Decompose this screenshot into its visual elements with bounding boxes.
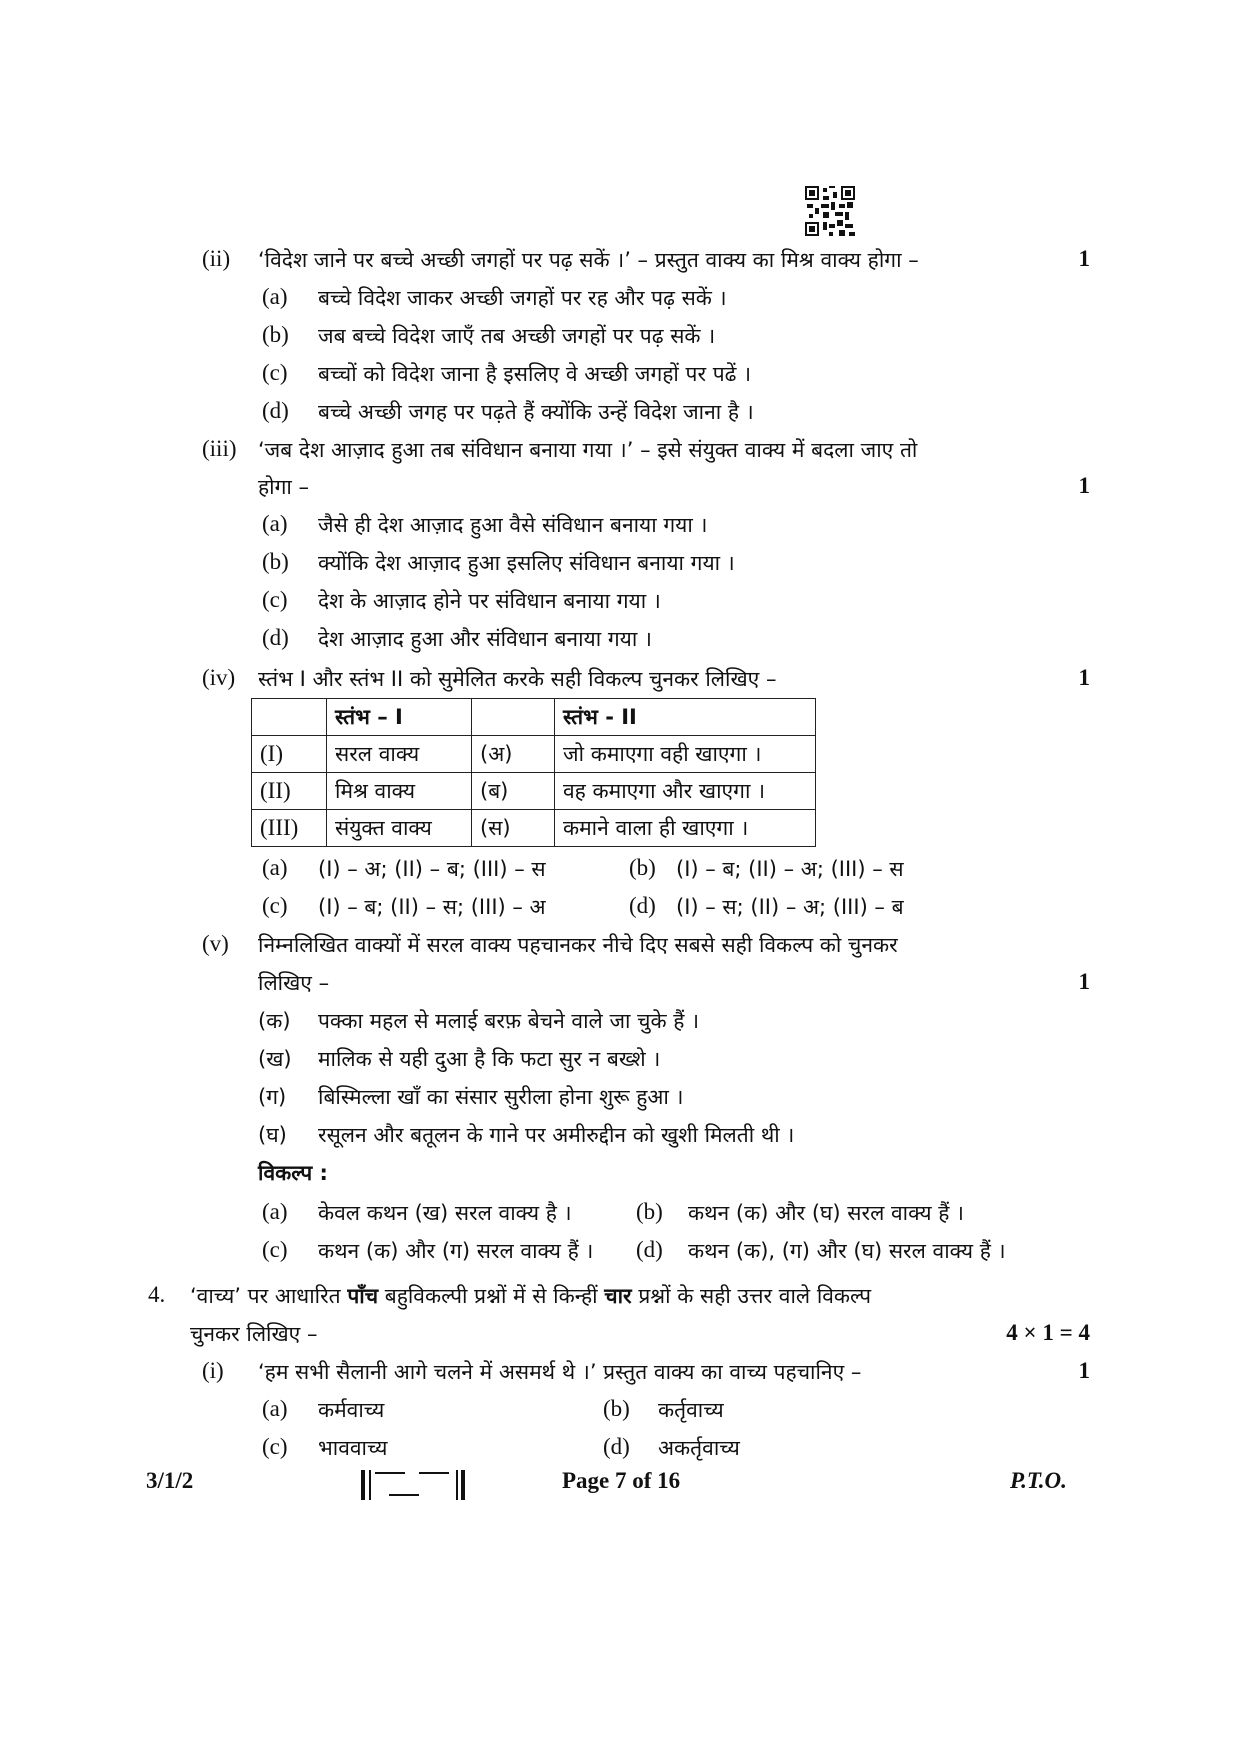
question-stem-continued: होगा – [258,475,310,499]
option-label: (b) [629,855,656,880]
question-stem: ‘विदेश जाने पर बच्चे अच्छी जगहों पर पढ़ सकें ।’ – प्रस्तुत वाक्य का मिश्र वाक्य होगा – [258,248,919,272]
question-mark: 1 [1078,473,1090,498]
question-number: (v) [202,931,229,956]
table-row [252,810,816,847]
question-mark: 1 [1078,1358,1090,1383]
table-cell: वह कमाएगा और खाएगा । [555,773,816,810]
question-stem: ‘जब देश आज़ाद हुआ तब संविधान बनाया गया ।’ – इसे संयुक्त वाक्य में बदला जाए तो [258,438,918,462]
option-text: कथन (क) और (ग) सरल वाक्य हैं । [318,1239,594,1263]
question-stem-continued: लिखिए – [258,971,330,995]
option-label: (b) [262,549,289,574]
option-label: (d) [629,893,656,918]
table-cell: जो कमाएगा वही खाएगा । [555,736,816,773]
page-number: Page 7 of 16 [562,1468,681,1493]
option-label: (d) [603,1434,630,1459]
option-label: (c) [262,360,288,385]
stem-part: प्रश्नों के सही उत्तर वाले विकल्प [631,1284,871,1308]
match-table [251,698,816,847]
pto-label: P.T.O. [1010,1468,1067,1493]
statement-label: (क) [258,1009,291,1033]
question-mark: 1 [1078,665,1090,690]
question-stem: स्तंभ I और स्तंभ II को सुमेलित करके सही विकल्प चुनकर लिखिए – [258,667,777,691]
option-text: (I) – स; (II) – अ; (III) – ब [676,895,904,919]
option-label: (d) [262,398,289,423]
option-text: केवल कथन (ख) सरल वाक्य है । [318,1201,572,1225]
table-cell: कमाने वाला ही खाएगा । [555,810,816,847]
statement-label: (ग) [258,1085,287,1109]
option-label: (b) [636,1199,663,1224]
question-number: 4. [148,1282,166,1307]
table-header-cell [472,699,555,736]
question-stem [190,1282,871,1310]
option-text: कथन (क) और (घ) सरल वाक्य हैं । [688,1201,964,1225]
option-label: (a) [262,1199,288,1224]
table-header-cell [252,699,327,736]
question-stem-continued: चुनकर लिखिए – [190,1322,318,1346]
table-cell: मिश्र वाक्य [327,773,472,810]
statement-text: मालिक से यही दुआ है कि फटा सुर न बख्शे । [318,1047,661,1071]
option-label: (a) [262,855,288,880]
option-label: (b) [603,1396,630,1421]
statement-label: (ख) [258,1047,292,1071]
statement-text: पक्का महल से मलाई बरफ़ बेचने वाले जा चुके हैं । [318,1009,700,1033]
question-mark: 1 [1078,969,1090,994]
stem-emphasis-four: चार [604,1284,632,1308]
option-text: बच्चों को विदेश जाना है इसलिए वे अच्छी जगहों पर पढें । [318,362,752,386]
option-text: (I) – ब; (II) – अ; (III) – स [676,857,904,881]
paper-code: 3/1/2 [146,1468,194,1493]
table-row [252,736,816,773]
stem-part: बहुविकल्पी प्रश्नों में से किन्हीं [378,1284,605,1308]
option-label: (a) [262,1396,288,1421]
statement-text: रसूलन और बतूलन के गाने पर अमीरुद्दीन को खुशी मिलती थी । [318,1123,795,1147]
option-label: (a) [262,511,288,536]
question-mark: 1 [1078,246,1090,271]
option-label: (c) [262,1434,288,1459]
table-cell: सरल वाक्य [327,736,472,773]
stem-emphasis-five: पाँच [347,1284,379,1308]
statement-text: बिस्मिल्ला खाँ का संसार सुरीला होना शुरू हुआ । [318,1085,684,1109]
option-text: जब बच्चे विदेश जाएँ तब अच्छी जगहों पर पढ़ सकें । [318,324,716,348]
option-text: क्योंकि देश आज़ाद हुआ इसलिए संविधान बनाया गया । [318,551,735,575]
table-cell: (अ) [472,736,555,773]
option-label: (d) [636,1237,663,1262]
option-label: (d) [262,625,289,650]
option-text: देश आज़ाद हुआ और संविधान बनाया गया । [318,627,652,651]
table-cell: (III) [252,810,327,847]
option-text: जैसे ही देश आज़ाद हुआ वैसे संविधान बनाया गया । [318,513,708,537]
table-cell: (I) [252,736,327,773]
table-header-row [252,699,816,736]
option-label: (c) [262,1237,288,1262]
stem-part: ‘वाच्य’ पर आधारित [190,1284,348,1308]
question-mark: 4 × 1 = 4 [1006,1320,1090,1345]
qr-code [805,186,855,236]
option-text: बच्चे विदेश जाकर अच्छी जगहों पर रह और पढ़ सकें । [318,286,727,310]
question-number: (iii) [202,436,237,461]
table-row [252,773,816,810]
statement-label: (घ) [258,1123,287,1147]
option-text: (I) – अ; (II) – ब; (III) – स [318,857,546,881]
option-text: (I) – ब; (II) – स; (III) – अ [318,895,546,919]
question-stem: निम्नलिखित वाक्यों में सरल वाक्य पहचानकर नीचे दिए सबसे सही विकल्प को चुनकर [258,933,898,957]
option-label: (b) [262,322,289,347]
barcode-mark [361,1468,466,1502]
option-text: अकर्तृवाच्य [658,1436,740,1460]
option-text: देश के आज़ाद होने पर संविधान बनाया गया । [318,589,661,613]
question-number: (ii) [202,246,231,271]
option-label: (c) [262,893,288,918]
option-text: कर्तृवाच्य [658,1398,724,1422]
table-cell: संयुक्त वाक्य [327,810,472,847]
option-label: (c) [262,587,288,612]
option-text: कर्मवाच्य [318,1398,385,1422]
option-text: कथन (क), (ग) और (घ) सरल वाक्य हैं । [688,1239,1006,1263]
table-cell: (II) [252,773,327,810]
table-header-cell: स्तंभ – I [327,699,472,736]
question-stem: ‘हम सभी सैलानी आगे चलने में असमर्थ थे ।’ प्रस्तुत वाक्य का वाच्य पहचानिए – [258,1360,862,1384]
option-text: बच्चे अच्छी जगह पर पढ़ते हैं क्योंकि उन्हें विदेश जाना है । [318,400,754,424]
table-cell: (स) [472,810,555,847]
question-number: (i) [202,1358,224,1383]
table-cell: (ब) [472,773,555,810]
option-label: (a) [262,284,288,309]
question-number: (iv) [202,665,236,690]
options-heading: विकल्प : [258,1161,328,1185]
option-text: भाववाच्य [318,1436,388,1460]
table-header-cell: स्तंभ - II [555,699,816,736]
